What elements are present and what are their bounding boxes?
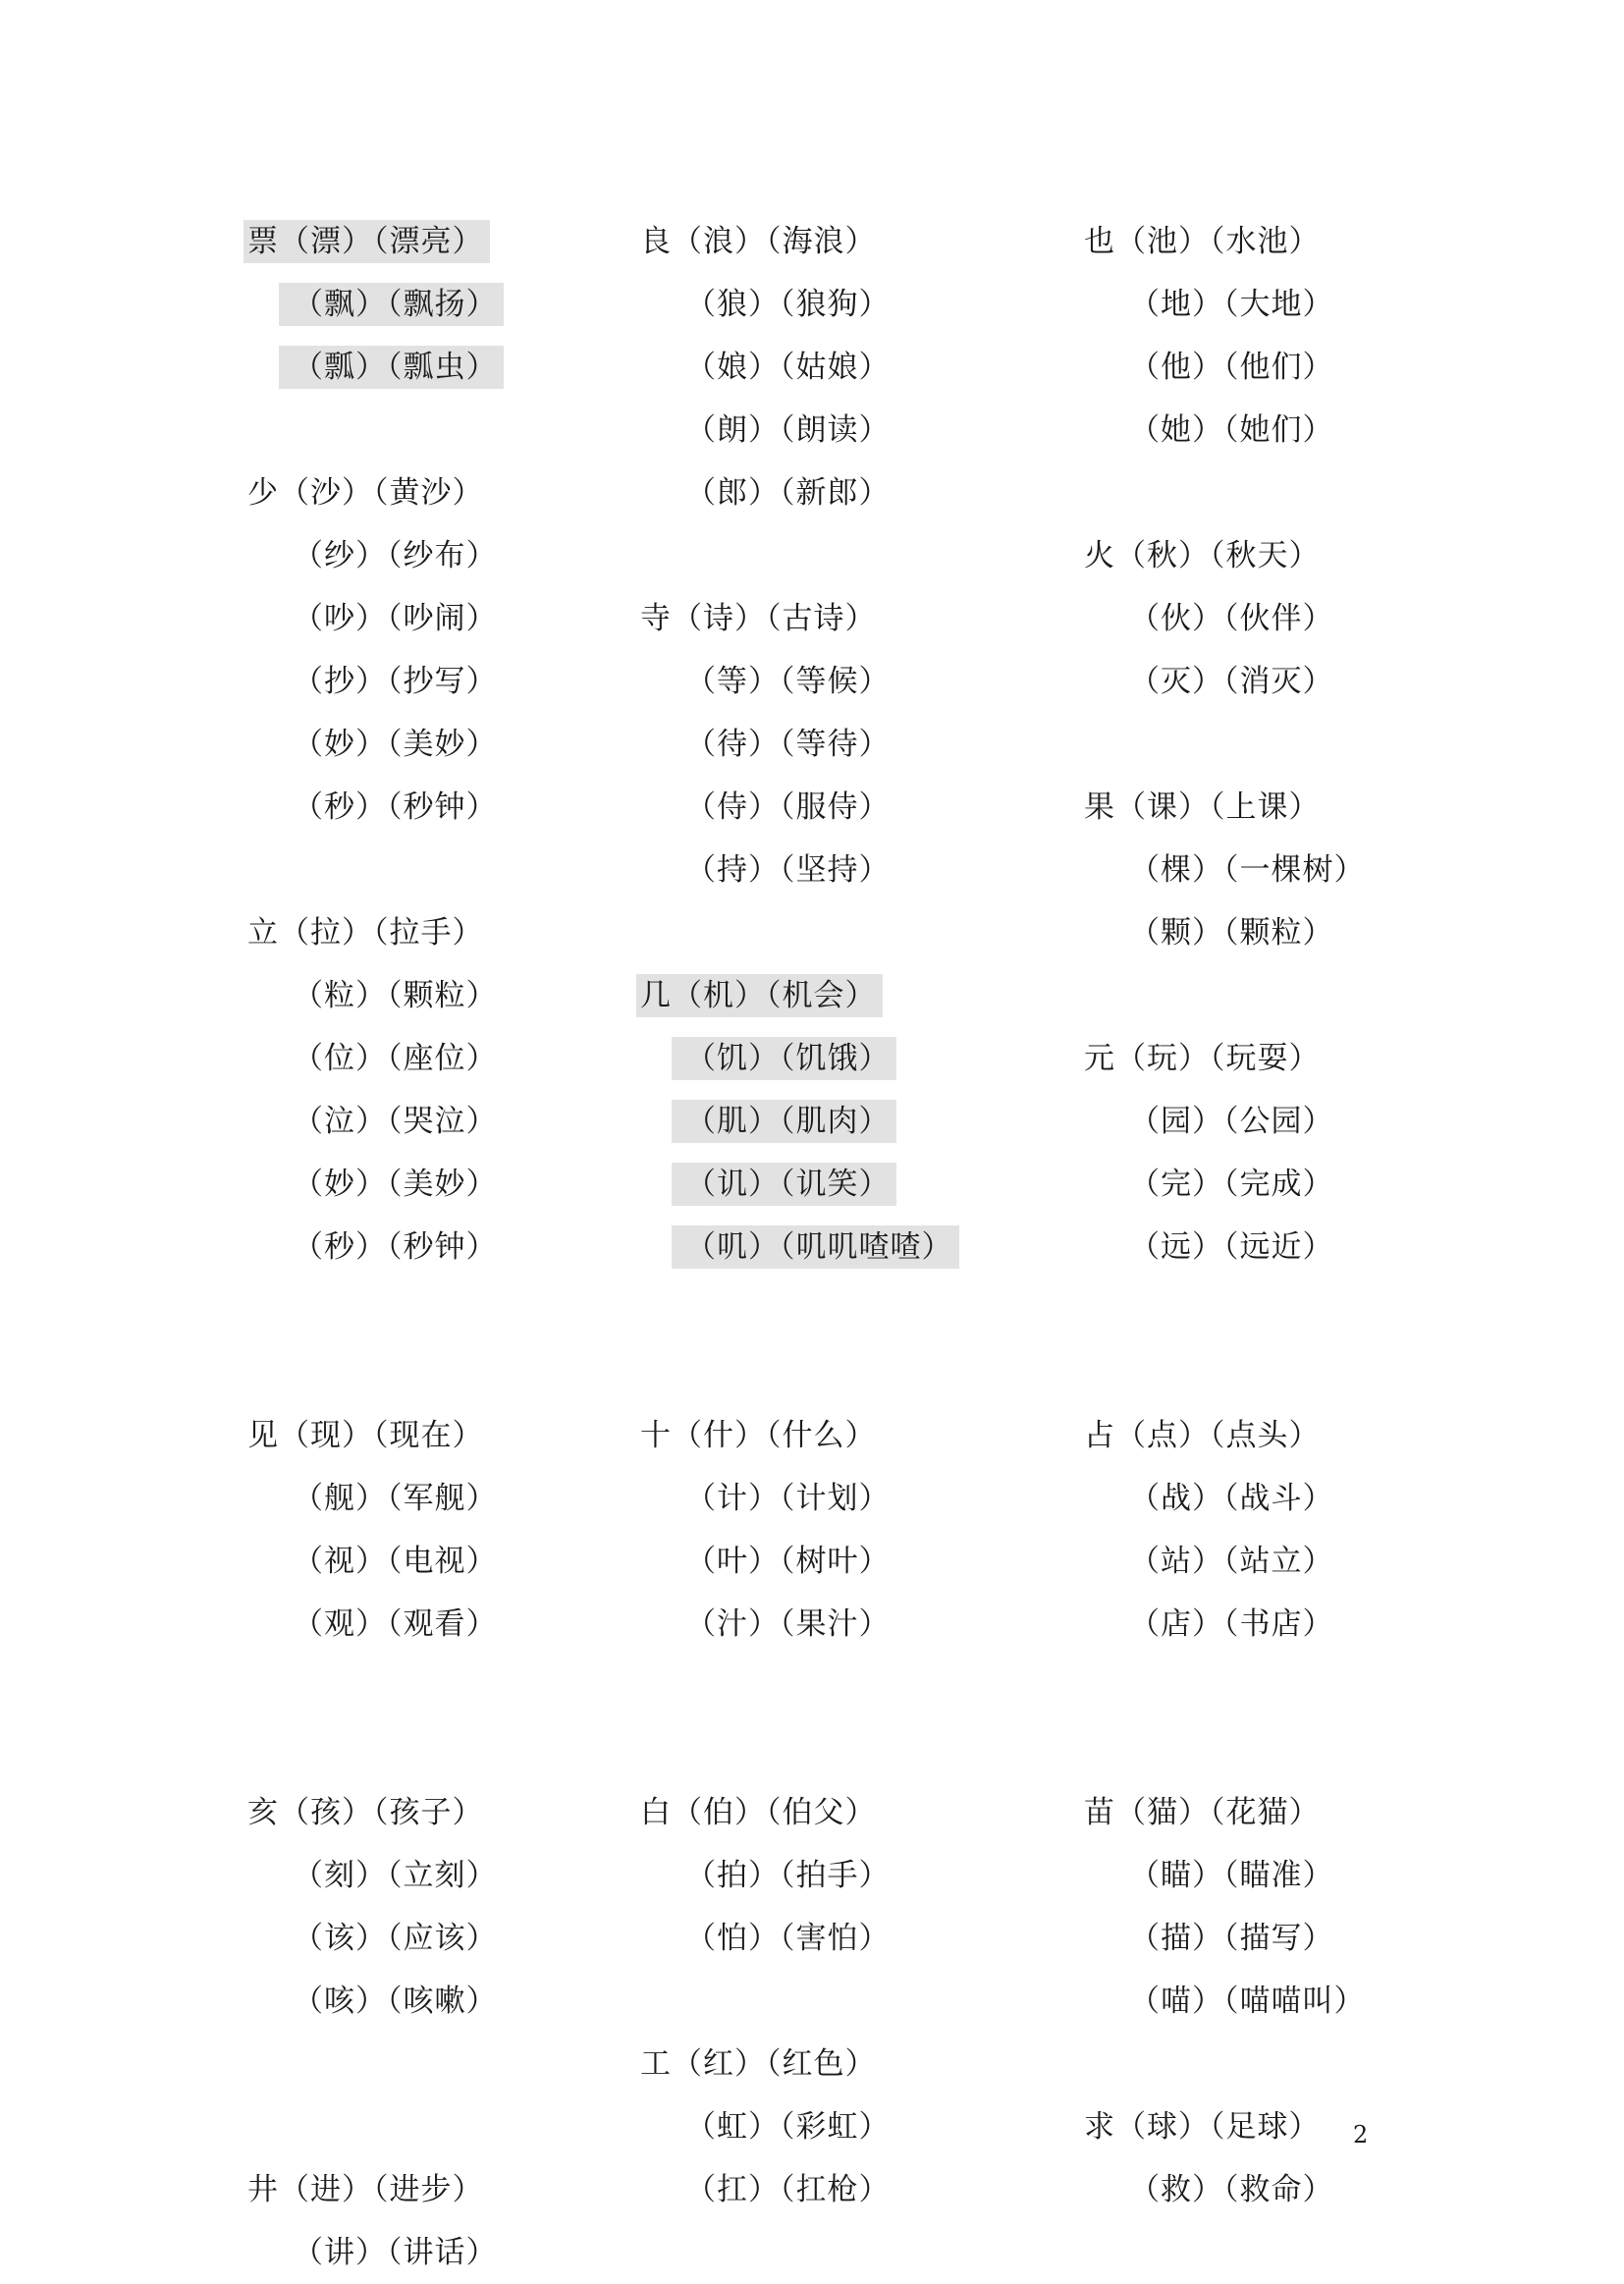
word-group xyxy=(247,462,504,839)
entry xyxy=(293,1544,498,1579)
word-row xyxy=(1084,336,1366,399)
entry xyxy=(1129,412,1334,448)
root-character: 也 xyxy=(1084,224,1115,259)
word-pair: （视）（电视） xyxy=(293,1544,498,1579)
word-row xyxy=(1084,1216,1366,1278)
word-pair: （远）（远近） xyxy=(1129,1229,1334,1265)
word-pair: （扛）（扛枪） xyxy=(685,2172,891,2207)
word-group xyxy=(1084,1027,1366,1278)
word-pair: （园）（公园） xyxy=(1129,1104,1334,1139)
word-pair: （飘）（飘扬） xyxy=(293,287,498,322)
entry xyxy=(1084,538,1321,573)
entry xyxy=(685,1858,891,1893)
word-pair: （球）（足球） xyxy=(1115,2109,1321,2145)
word-row xyxy=(1084,210,1366,273)
word-group xyxy=(640,2033,959,2221)
spacer xyxy=(1084,964,1366,1027)
word-pair: （颗）（颗粒） xyxy=(1129,915,1334,951)
word-group xyxy=(640,210,959,524)
entry xyxy=(293,978,498,1013)
entry xyxy=(293,664,498,699)
word-pair: （描）（描写） xyxy=(1129,1921,1334,1956)
root-character: 少 xyxy=(247,475,279,511)
entry xyxy=(1129,1229,1334,1265)
word-pair: （拉）（拉手） xyxy=(279,915,484,951)
word-pair: （狼）（狼狗） xyxy=(685,287,891,322)
entry xyxy=(293,1229,498,1265)
word-pair: （咳）（咳嗽） xyxy=(293,1984,498,2019)
column-1 xyxy=(247,210,504,2284)
word-pair: （红）（红色） xyxy=(672,2046,877,2082)
root-character: 工 xyxy=(640,2046,672,2082)
word-pair: （漂）（漂亮） xyxy=(279,224,484,259)
entry xyxy=(685,664,891,699)
word-pair: （孩）（孩子） xyxy=(279,1795,484,1830)
word-pair: （讥）（讥笑） xyxy=(685,1167,891,1202)
entry xyxy=(685,287,891,322)
entry xyxy=(685,1544,891,1579)
word-pair: （沙）（黄沙） xyxy=(279,475,484,511)
word-row xyxy=(1084,273,1366,336)
word-row xyxy=(640,650,959,713)
word-pair: （池）（水池） xyxy=(1115,224,1321,259)
word-row xyxy=(1084,1844,1366,1907)
entry xyxy=(1129,1544,1334,1579)
word-pair: （吵）（吵闹） xyxy=(293,601,498,636)
word-row xyxy=(247,1216,504,1278)
root-character: 亥 xyxy=(247,1795,279,1830)
word-row xyxy=(247,1970,504,2033)
word-pair: （持）（坚持） xyxy=(685,852,891,888)
spacer xyxy=(1084,462,1366,524)
spacer xyxy=(1084,713,1366,776)
spacer xyxy=(640,1341,959,1404)
entry xyxy=(685,2172,891,2207)
word-pair: （诗）（古诗） xyxy=(672,601,877,636)
entry xyxy=(1084,1795,1321,1830)
spacer xyxy=(1084,1278,1366,1341)
entry xyxy=(1129,1104,1334,1139)
entry xyxy=(1129,601,1334,636)
word-row xyxy=(640,1593,959,1656)
entry xyxy=(1084,789,1321,825)
spacer xyxy=(247,1341,504,1404)
word-pair: （课）（上课） xyxy=(1115,789,1321,825)
word-pair: （刻）（立刻） xyxy=(293,1858,498,1893)
word-row xyxy=(247,462,504,524)
entry xyxy=(293,1481,498,1516)
word-row xyxy=(640,713,959,776)
highlighted-entry xyxy=(279,346,504,389)
word-row xyxy=(640,1027,959,1090)
word-pair: （侍）（服侍） xyxy=(685,789,891,825)
word-pair: （进）（进步） xyxy=(279,2172,484,2207)
word-pair: （秒）（秒钟） xyxy=(293,789,498,825)
word-row xyxy=(640,399,959,462)
word-row xyxy=(640,273,959,336)
root-character: 寺 xyxy=(640,601,672,636)
entry xyxy=(1129,1984,1366,2019)
root-character: 十 xyxy=(640,1418,672,1453)
highlighted-entry xyxy=(672,1163,896,1206)
word-group xyxy=(1084,2095,1369,2221)
word-row xyxy=(1084,399,1366,462)
highlighted-entry xyxy=(672,1100,896,1143)
entry xyxy=(1084,224,1321,259)
word-row xyxy=(247,1090,504,1153)
word-group xyxy=(247,1781,504,2033)
entry xyxy=(1084,2109,1321,2145)
word-row xyxy=(640,587,959,650)
entry xyxy=(1129,2172,1334,2207)
word-row xyxy=(1084,1090,1366,1153)
root-character: 苗 xyxy=(1084,1795,1115,1830)
word-row xyxy=(640,2033,959,2095)
root-character: 票 xyxy=(247,224,279,259)
spacer xyxy=(247,399,504,462)
word-pair: （秋）（秋天） xyxy=(1115,538,1321,573)
word-pair: （肌）（肌肉） xyxy=(685,1104,891,1139)
root-character: 占 xyxy=(1084,1418,1115,1453)
word-pair: （郎）（新郎） xyxy=(685,475,891,511)
page-number: 2 xyxy=(1353,2121,1369,2148)
word-row xyxy=(247,776,504,839)
word-row xyxy=(247,1781,504,1844)
word-pair: （瞄）（瞄准） xyxy=(1129,1858,1334,1893)
word-row xyxy=(247,273,504,336)
root-character: 求 xyxy=(1084,2109,1115,2145)
highlighted-entry xyxy=(244,220,490,263)
word-pair: （纱）（纱布） xyxy=(293,538,498,573)
entry xyxy=(1129,664,1334,699)
word-row xyxy=(640,2158,959,2221)
word-row xyxy=(247,1027,504,1090)
word-row xyxy=(247,1907,504,1970)
word-row xyxy=(1084,901,1366,964)
word-row xyxy=(247,524,504,587)
word-row xyxy=(640,1844,959,1907)
word-pair: （怕）（害怕） xyxy=(685,1921,891,1956)
entry xyxy=(685,1921,891,1956)
word-row xyxy=(247,1844,504,1907)
spacer xyxy=(247,2033,504,2095)
word-pair: （待）（等待） xyxy=(685,727,891,762)
word-pair: （妙）（美妙） xyxy=(293,727,498,762)
entry xyxy=(640,601,877,636)
spacer xyxy=(247,2095,504,2158)
word-pair: （拍）（拍手） xyxy=(685,1858,891,1893)
word-row xyxy=(1084,2095,1369,2158)
highlighted-entry xyxy=(672,1037,896,1080)
word-pair: （现）（现在） xyxy=(279,1418,484,1453)
word-pair: （观）（观看） xyxy=(293,1606,498,1642)
root-character: 立 xyxy=(247,915,279,951)
word-row xyxy=(640,1153,959,1216)
entry xyxy=(293,2235,498,2270)
word-pair: （她）（她们） xyxy=(1129,412,1334,448)
word-group xyxy=(1084,210,1366,462)
root-character: 火 xyxy=(1084,538,1115,573)
spacer xyxy=(640,1656,959,1718)
entry xyxy=(685,789,891,825)
word-row xyxy=(247,1153,504,1216)
entry xyxy=(1129,287,1334,322)
word-pair: （朗）（朗读） xyxy=(685,412,891,448)
entry xyxy=(247,2172,484,2207)
entry xyxy=(1129,1606,1334,1642)
entry xyxy=(1129,915,1334,951)
entry xyxy=(293,727,498,762)
word-row xyxy=(640,2095,959,2158)
word-row xyxy=(640,462,959,524)
entry xyxy=(247,1795,484,1830)
word-pair: （战）（战斗） xyxy=(1129,1481,1334,1516)
word-row xyxy=(640,336,959,399)
word-group xyxy=(247,1404,504,1656)
entry xyxy=(293,1921,498,1956)
word-row xyxy=(1084,1781,1366,1844)
word-pair: （机）（机会） xyxy=(672,978,877,1013)
entry xyxy=(640,1795,877,1830)
entry xyxy=(685,412,891,448)
word-row xyxy=(640,1467,959,1530)
word-pair: （叽）（叽叽喳喳） xyxy=(685,1229,953,1265)
word-pair: （浪）（海浪） xyxy=(672,224,877,259)
entry xyxy=(1129,1921,1334,1956)
word-pair: （汁）（果汁） xyxy=(685,1606,891,1642)
word-row xyxy=(1084,1027,1366,1090)
root-character: 果 xyxy=(1084,789,1115,825)
entry xyxy=(293,1606,498,1642)
word-row xyxy=(247,1593,504,1656)
word-pair: （泣）（哭泣） xyxy=(293,1104,498,1139)
entry xyxy=(685,1481,891,1516)
word-row xyxy=(247,901,504,964)
entry xyxy=(640,2046,877,2082)
word-row xyxy=(1084,650,1366,713)
root-character: 几 xyxy=(640,978,672,1013)
entry xyxy=(1084,1418,1321,1453)
word-pair: （救）（救命） xyxy=(1129,2172,1334,2207)
word-group xyxy=(1084,524,1366,713)
word-row xyxy=(1084,776,1366,839)
word-row xyxy=(1084,1530,1366,1593)
root-character: 元 xyxy=(1084,1041,1115,1076)
word-row xyxy=(247,1404,504,1467)
entry xyxy=(293,1167,498,1202)
entry xyxy=(1129,350,1334,385)
word-row xyxy=(1084,1404,1366,1467)
word-row xyxy=(247,2158,504,2221)
entry xyxy=(685,1606,891,1642)
entry xyxy=(1129,852,1366,888)
word-pair: （舰）（军舰） xyxy=(293,1481,498,1516)
entry xyxy=(293,538,498,573)
word-pair: （瓢）（瓢虫） xyxy=(293,350,498,385)
word-pair: （他）（他们） xyxy=(1129,350,1334,385)
word-group xyxy=(247,901,504,1278)
spacer xyxy=(247,1718,504,1781)
entry xyxy=(685,2109,891,2145)
entry xyxy=(1129,1858,1334,1893)
word-pair: （点）（点头） xyxy=(1115,1418,1321,1453)
highlighted-entry xyxy=(672,1225,959,1269)
word-group xyxy=(1084,776,1366,964)
spacer xyxy=(640,1718,959,1781)
entry xyxy=(293,1104,498,1139)
word-pair: （等）（等候） xyxy=(685,664,891,699)
word-row xyxy=(247,964,504,1027)
root-character: 井 xyxy=(247,2172,279,2207)
word-pair: （伯）（伯父） xyxy=(672,1795,877,1830)
entry xyxy=(685,852,891,888)
word-row xyxy=(1084,1153,1366,1216)
word-row xyxy=(247,1530,504,1593)
word-group xyxy=(1084,1781,1366,2033)
entry xyxy=(293,1041,498,1076)
word-row xyxy=(247,713,504,776)
entry xyxy=(293,789,498,825)
spacer xyxy=(1084,1656,1366,1718)
spacer xyxy=(247,1656,504,1718)
word-row xyxy=(247,210,504,273)
word-group xyxy=(640,1404,959,1656)
entry xyxy=(1129,1167,1334,1202)
word-pair: （饥）（饥饿） xyxy=(685,1041,891,1076)
entry xyxy=(247,915,484,951)
highlighted-entry xyxy=(636,974,883,1017)
word-group xyxy=(640,587,959,901)
word-row xyxy=(1084,1467,1366,1530)
word-row xyxy=(1084,2158,1366,2221)
word-row xyxy=(640,1530,959,1593)
word-row xyxy=(1084,524,1366,587)
entry xyxy=(293,601,498,636)
word-pair: （妙）（美妙） xyxy=(293,1167,498,1202)
entry xyxy=(247,1418,484,1453)
spacer xyxy=(1084,2033,1366,2095)
entry xyxy=(293,1984,498,2019)
word-row xyxy=(247,336,504,399)
word-group xyxy=(247,2158,504,2284)
word-row xyxy=(247,2221,504,2284)
entry xyxy=(640,1418,877,1453)
word-row xyxy=(1084,587,1366,650)
entry xyxy=(685,350,891,385)
word-pair: （位）（座位） xyxy=(293,1041,498,1076)
word-pair: （抄）（抄写） xyxy=(293,664,498,699)
word-pair: （站）（站立） xyxy=(1129,1544,1334,1579)
word-row xyxy=(640,1781,959,1844)
word-pair: （什）（什么） xyxy=(672,1418,877,1453)
word-group xyxy=(1084,1404,1366,1656)
word-pair: （完）（完成） xyxy=(1129,1167,1334,1202)
word-row xyxy=(640,1216,959,1278)
word-row xyxy=(640,1090,959,1153)
word-pair: （粒）（颗粒） xyxy=(293,978,498,1013)
root-character: 良 xyxy=(640,224,672,259)
entry xyxy=(640,224,877,259)
word-pair: （该）（应该） xyxy=(293,1921,498,1956)
spacer xyxy=(1084,1341,1366,1404)
word-pair: （秒）（秒钟） xyxy=(293,1229,498,1265)
word-row xyxy=(640,1907,959,1970)
entry xyxy=(1129,1481,1334,1516)
word-pair: （地）（大地） xyxy=(1129,287,1334,322)
word-row xyxy=(640,964,959,1027)
word-row xyxy=(640,839,959,901)
word-pair: （喵）（喵喵叫） xyxy=(1129,1984,1366,2019)
word-pair: （灭）（消灭） xyxy=(1129,664,1334,699)
spacer xyxy=(247,1278,504,1341)
spacer xyxy=(247,839,504,901)
word-group xyxy=(640,1781,959,1970)
word-row xyxy=(247,650,504,713)
root-character: 见 xyxy=(247,1418,279,1453)
word-row xyxy=(247,1467,504,1530)
spacer xyxy=(1084,1718,1366,1781)
word-pair: （店）（书店） xyxy=(1129,1606,1334,1642)
entry xyxy=(1084,1041,1321,1076)
column-3 xyxy=(1084,210,1369,2221)
word-pair: （讲）（讲话） xyxy=(293,2235,498,2270)
spacer xyxy=(640,1278,959,1341)
entry xyxy=(247,475,484,511)
word-pair: （虹）（彩虹） xyxy=(685,2109,891,2145)
word-row xyxy=(1084,1593,1366,1656)
spacer xyxy=(640,1970,959,2033)
word-pair: （叶）（树叶） xyxy=(685,1544,891,1579)
spacer xyxy=(640,524,959,587)
word-pair: （伙）（伙伴） xyxy=(1129,601,1334,636)
word-pair: （棵）（一棵树） xyxy=(1129,852,1366,888)
spacer xyxy=(640,901,959,964)
word-row xyxy=(640,210,959,273)
word-pair: （娘）（姑娘） xyxy=(685,350,891,385)
word-row xyxy=(1084,839,1366,901)
root-character: 白 xyxy=(640,1795,672,1830)
entry xyxy=(293,1858,498,1893)
word-group xyxy=(640,964,959,1278)
entry xyxy=(685,475,891,511)
word-row xyxy=(640,776,959,839)
highlighted-entry xyxy=(279,283,504,326)
word-pair: （玩）（玩耍） xyxy=(1115,1041,1321,1076)
word-group xyxy=(247,210,504,399)
entry xyxy=(685,727,891,762)
word-pair: （猫）（花猫） xyxy=(1115,1795,1321,1830)
word-row xyxy=(247,587,504,650)
column-2 xyxy=(640,210,959,2221)
word-row xyxy=(1084,1970,1366,2033)
word-row xyxy=(1084,1907,1366,1970)
word-pair: （计）（计划） xyxy=(685,1481,891,1516)
word-row xyxy=(640,1404,959,1467)
